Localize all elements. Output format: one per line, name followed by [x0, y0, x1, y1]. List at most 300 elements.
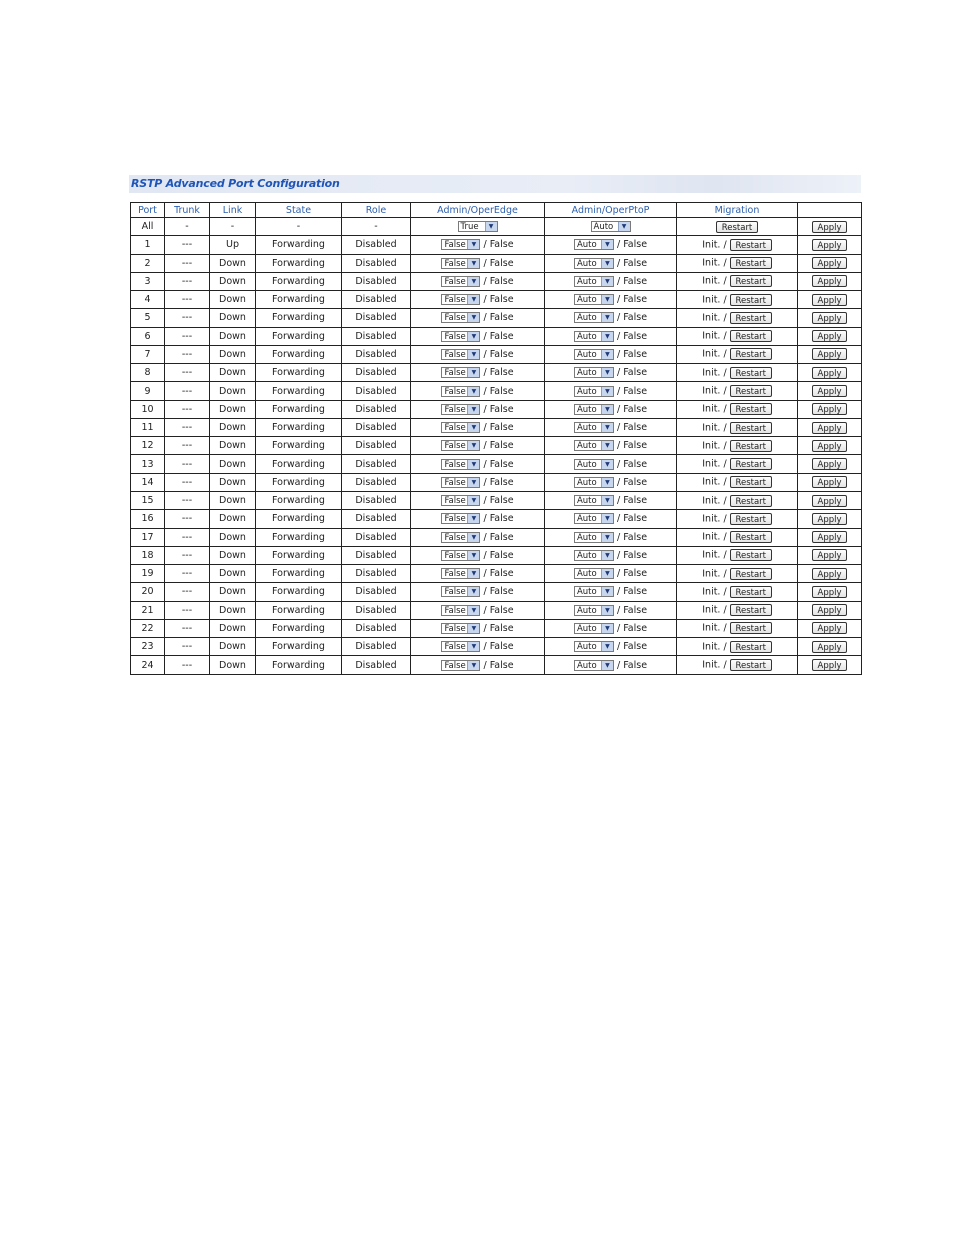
- apply-cell: [798, 382, 862, 400]
- restart-button[interactable]: Restart: [730, 348, 772, 360]
- port-link[interactable]: 23: [131, 638, 165, 656]
- migration-cell: [677, 491, 798, 509]
- port-link[interactable]: 13: [131, 455, 165, 473]
- port-link[interactable]: 9: [131, 382, 165, 400]
- restart-button[interactable]: Restart: [730, 367, 772, 379]
- migration-cell: [677, 565, 798, 583]
- chevron-down-icon: ▼: [485, 222, 497, 231]
- state-value: Forwarding: [256, 528, 342, 546]
- role-value: Disabled: [342, 272, 411, 290]
- all-edge-select[interactable]: [458, 221, 498, 232]
- separator: /: [723, 330, 727, 342]
- p2p-admin-value: Auto: [576, 605, 597, 616]
- restart-button[interactable]: Restart: [730, 330, 772, 342]
- link-status: Down: [210, 327, 256, 345]
- state-value: Forwarding: [256, 272, 342, 290]
- state-value: Forwarding: [256, 364, 342, 382]
- apply-button[interactable]: Apply: [812, 348, 847, 360]
- separator: /: [483, 403, 487, 415]
- apply-button[interactable]: Apply: [812, 275, 847, 287]
- migration-init-label: Init.: [702, 659, 721, 671]
- table-row: [131, 601, 862, 619]
- apply-button[interactable]: Apply: [812, 422, 847, 434]
- p2p-admin-value: Auto: [576, 459, 597, 470]
- table-row: [131, 418, 862, 436]
- restart-button[interactable]: Restart: [730, 257, 772, 269]
- edge-cell: [411, 291, 545, 309]
- all-ports-row: [131, 218, 862, 236]
- restart-button[interactable]: Restart: [730, 641, 772, 653]
- port-link[interactable]: 5: [131, 309, 165, 327]
- chevron-down-icon: ▼: [467, 478, 479, 487]
- separator: /: [723, 458, 727, 470]
- migration-init-label: Init.: [702, 403, 721, 415]
- chevron-down-icon: ▼: [601, 350, 613, 359]
- p2p-admin-select[interactable]: [574, 495, 614, 506]
- edge-cell: [411, 491, 545, 509]
- table-row: [131, 254, 862, 272]
- table-row: [131, 656, 862, 675]
- restart-button[interactable]: Restart: [730, 586, 772, 598]
- migration-init-label: Init.: [702, 367, 721, 379]
- edge-admin-select[interactable]: [441, 568, 480, 579]
- port-link[interactable]: 4: [131, 291, 165, 309]
- edge-admin-select[interactable]: [441, 495, 480, 506]
- separator: /: [723, 549, 727, 561]
- p2p-admin-select[interactable]: [574, 568, 614, 579]
- all-apply-button[interactable]: Apply: [812, 221, 847, 233]
- migration-init-label: Init.: [702, 312, 721, 324]
- edge-admin-value: False: [444, 496, 466, 507]
- p2p-admin-select[interactable]: [574, 660, 614, 671]
- link-status: Down: [210, 437, 256, 455]
- table-row: [131, 565, 862, 583]
- restart-button[interactable]: Restart: [730, 568, 772, 580]
- migration-cell: [677, 455, 798, 473]
- p2p-admin-select[interactable]: [574, 440, 614, 451]
- migration-init-label: Init.: [702, 257, 721, 269]
- restart-button[interactable]: Restart: [730, 275, 772, 287]
- chevron-down-icon: ▼: [601, 587, 613, 596]
- table-row: [131, 382, 862, 400]
- apply-button[interactable]: Apply: [812, 440, 847, 452]
- title-bar: [129, 175, 861, 193]
- p2p-admin-select[interactable]: [574, 532, 614, 543]
- p2p-admin-value: Auto: [576, 386, 597, 397]
- state-value: Forwarding: [256, 309, 342, 327]
- apply-cell: [798, 656, 862, 675]
- table-row: [131, 619, 862, 637]
- p2p-cell: [545, 364, 677, 382]
- p2p-admin-value: Auto: [576, 313, 597, 324]
- edge-oper-value: False: [489, 568, 514, 580]
- edge-admin-select[interactable]: [441, 404, 480, 415]
- separator: /: [723, 641, 727, 653]
- edge-oper-value: False: [489, 367, 514, 379]
- apply-button[interactable]: Apply: [812, 495, 847, 507]
- apply-button[interactable]: Apply: [812, 531, 847, 543]
- state-value: Forwarding: [256, 291, 342, 309]
- apply-cell: [798, 291, 862, 309]
- restart-button[interactable]: Restart: [730, 513, 772, 525]
- edge-admin-select[interactable]: [441, 294, 480, 305]
- link-status: Down: [210, 473, 256, 491]
- apply-button[interactable]: Apply: [812, 330, 847, 342]
- apply-button[interactable]: Apply: [812, 458, 847, 470]
- p2p-admin-select[interactable]: [574, 386, 614, 397]
- migration-cell: [677, 345, 798, 363]
- p2p-admin-select[interactable]: [574, 258, 614, 269]
- apply-button[interactable]: Apply: [812, 312, 847, 324]
- p2p-cell: [545, 528, 677, 546]
- chevron-down-icon: ▼: [601, 460, 613, 469]
- port-link[interactable]: 15: [131, 491, 165, 509]
- p2p-admin-select[interactable]: [574, 459, 614, 470]
- chevron-down-icon: ▼: [601, 295, 613, 304]
- port-link[interactable]: 24: [131, 656, 165, 675]
- separator: /: [483, 294, 487, 306]
- table-row: [131, 236, 862, 254]
- separator: /: [723, 257, 727, 269]
- separator: /: [616, 476, 621, 488]
- restart-button[interactable]: Restart: [730, 312, 772, 324]
- chevron-down-icon: ▼: [467, 533, 479, 542]
- p2p-admin-value: Auto: [576, 587, 597, 598]
- separator: /: [483, 513, 487, 525]
- link-status: Down: [210, 491, 256, 509]
- restart-button[interactable]: Restart: [730, 403, 772, 415]
- p2p-admin-select[interactable]: [574, 276, 614, 287]
- role-value: Disabled: [342, 345, 411, 363]
- trunk-value: ---: [165, 638, 210, 656]
- migration-cell: [677, 254, 798, 272]
- apply-button[interactable]: Apply: [812, 513, 847, 525]
- p2p-cell: [545, 601, 677, 619]
- p2p-admin-select[interactable]: [574, 239, 614, 250]
- apply-button[interactable]: Apply: [812, 476, 847, 488]
- restart-button[interactable]: Restart: [730, 531, 772, 543]
- apply-cell: [798, 418, 862, 436]
- state-value: Forwarding: [256, 619, 342, 637]
- edge-admin-select[interactable]: [441, 440, 480, 451]
- port-link[interactable]: 1: [131, 236, 165, 254]
- restart-button[interactable]: Restart: [730, 239, 772, 251]
- separator: /: [723, 239, 727, 251]
- edge-admin-select[interactable]: [441, 386, 480, 397]
- p2p-admin-value: Auto: [576, 404, 597, 415]
- p2p-admin-value: Auto: [576, 496, 597, 507]
- port-link[interactable]: 17: [131, 528, 165, 546]
- edge-admin-value: False: [444, 623, 466, 634]
- all-link: -: [210, 218, 256, 236]
- p2p-admin-select[interactable]: [574, 477, 614, 488]
- apply-cell: [798, 473, 862, 491]
- edge-oper-value: False: [489, 622, 514, 634]
- chevron-down-icon: ▼: [467, 259, 479, 268]
- port-link[interactable]: 10: [131, 400, 165, 418]
- role-value: Disabled: [342, 254, 411, 272]
- port-link[interactable]: 16: [131, 510, 165, 528]
- state-value: Forwarding: [256, 565, 342, 583]
- port-link[interactable]: 6: [131, 327, 165, 345]
- p2p-admin-select[interactable]: [574, 586, 614, 597]
- migration-cell: [677, 400, 798, 418]
- apply-button[interactable]: Apply: [812, 622, 847, 634]
- edge-admin-select[interactable]: [441, 367, 480, 378]
- p2p-admin-select[interactable]: [574, 404, 614, 415]
- chevron-down-icon: ▼: [467, 350, 479, 359]
- restart-button[interactable]: Restart: [730, 495, 772, 507]
- apply-button[interactable]: Apply: [812, 239, 847, 251]
- port-link[interactable]: 20: [131, 583, 165, 601]
- trunk-value: ---: [165, 455, 210, 473]
- port-link[interactable]: 2: [131, 254, 165, 272]
- link-status: Down: [210, 601, 256, 619]
- restart-button[interactable]: Restart: [730, 622, 772, 634]
- migration-cell: [677, 656, 798, 675]
- separator: /: [616, 330, 621, 342]
- restart-button[interactable]: Restart: [730, 549, 772, 561]
- p2p-cell: [545, 619, 677, 637]
- chevron-down-icon: ▼: [467, 405, 479, 414]
- trunk-value: ---: [165, 528, 210, 546]
- state-value: Forwarding: [256, 491, 342, 509]
- trunk-value: ---: [165, 327, 210, 345]
- edge-admin-value: False: [444, 240, 466, 251]
- port-link[interactable]: 8: [131, 364, 165, 382]
- p2p-admin-value: Auto: [576, 276, 597, 287]
- restart-button[interactable]: Restart: [730, 294, 772, 306]
- migration-init-label: Init.: [702, 385, 721, 397]
- migration-init-label: Init.: [702, 348, 721, 360]
- port-link[interactable]: 21: [131, 601, 165, 619]
- p2p-cell: [545, 656, 677, 675]
- migration-cell: [677, 272, 798, 290]
- edge-cell: [411, 254, 545, 272]
- separator: /: [483, 385, 487, 397]
- p2p-oper-value: False: [623, 458, 648, 470]
- migration-init-label: Init.: [702, 458, 721, 470]
- edge-admin-select[interactable]: [441, 349, 480, 360]
- p2p-admin-select[interactable]: [574, 550, 614, 561]
- migration-init-label: Init.: [702, 622, 721, 634]
- port-link[interactable]: 18: [131, 546, 165, 564]
- state-value: Forwarding: [256, 601, 342, 619]
- migration-cell: [677, 473, 798, 491]
- table-row: [131, 364, 862, 382]
- p2p-admin-select[interactable]: [574, 513, 614, 524]
- link-status: Down: [210, 619, 256, 637]
- migration-cell: [677, 437, 798, 455]
- edge-admin-select[interactable]: [441, 586, 480, 597]
- apply-button[interactable]: Apply: [812, 403, 847, 415]
- role-value: Disabled: [342, 546, 411, 564]
- p2p-admin-select[interactable]: [574, 605, 614, 616]
- p2p-admin-select[interactable]: [574, 349, 614, 360]
- trunk-value: ---: [165, 400, 210, 418]
- trunk-value: ---: [165, 364, 210, 382]
- restart-button[interactable]: Restart: [730, 385, 772, 397]
- chevron-down-icon: ▼: [467, 551, 479, 560]
- p2p-oper-value: False: [623, 604, 648, 616]
- restart-button[interactable]: Restart: [730, 659, 772, 671]
- edge-admin-select[interactable]: [441, 513, 480, 524]
- edge-admin-value: False: [444, 258, 466, 269]
- migration-init-label: Init.: [702, 330, 721, 342]
- p2p-admin-select[interactable]: [574, 623, 614, 634]
- port-link[interactable]: 7: [131, 345, 165, 363]
- separator: /: [483, 275, 487, 287]
- edge-admin-value: False: [444, 313, 466, 324]
- edge-admin-select[interactable]: [441, 660, 480, 671]
- chevron-down-icon: ▼: [601, 478, 613, 487]
- link-status: Down: [210, 364, 256, 382]
- trunk-value: ---: [165, 309, 210, 327]
- edge-admin-select[interactable]: [441, 258, 480, 269]
- chevron-down-icon: ▼: [467, 514, 479, 523]
- role-value: Disabled: [342, 510, 411, 528]
- separator: /: [616, 495, 621, 507]
- p2p-admin-select[interactable]: [574, 294, 614, 305]
- separator: /: [483, 440, 487, 452]
- p2p-admin-select[interactable]: [574, 312, 614, 323]
- state-value: Forwarding: [256, 473, 342, 491]
- edge-admin-select[interactable]: [441, 550, 480, 561]
- state-value: Forwarding: [256, 656, 342, 675]
- all-port-link[interactable]: All: [131, 218, 165, 236]
- separator: /: [723, 348, 727, 360]
- p2p-oper-value: False: [623, 348, 648, 360]
- edge-admin-select[interactable]: [441, 641, 480, 652]
- edge-admin-value: False: [444, 642, 466, 653]
- edge-oper-value: False: [489, 312, 514, 324]
- p2p-admin-select[interactable]: [574, 422, 614, 433]
- port-link[interactable]: 3: [131, 272, 165, 290]
- apply-button[interactable]: Apply: [812, 257, 847, 269]
- edge-admin-select[interactable]: [441, 477, 480, 488]
- apply-button[interactable]: Apply: [812, 659, 847, 671]
- apply-button[interactable]: Apply: [812, 604, 847, 616]
- edge-cell: [411, 345, 545, 363]
- separator: /: [723, 586, 727, 598]
- port-link[interactable]: 19: [131, 565, 165, 583]
- p2p-oper-value: False: [623, 531, 648, 543]
- chevron-down-icon: ▼: [601, 642, 613, 651]
- edge-admin-select[interactable]: [441, 422, 480, 433]
- port-link[interactable]: 11: [131, 418, 165, 436]
- apply-button[interactable]: Apply: [812, 568, 847, 580]
- separator: /: [483, 641, 487, 653]
- link-status: Down: [210, 638, 256, 656]
- chevron-down-icon: ▼: [467, 661, 479, 670]
- port-link[interactable]: 12: [131, 437, 165, 455]
- separator: /: [483, 239, 487, 251]
- chevron-down-icon: ▼: [601, 405, 613, 414]
- migration-init-label: Init.: [702, 294, 721, 306]
- restart-button[interactable]: Restart: [730, 440, 772, 452]
- apply-button[interactable]: Apply: [812, 549, 847, 561]
- separator: /: [483, 257, 487, 269]
- edge-admin-select[interactable]: [441, 239, 480, 250]
- separator: /: [616, 239, 621, 251]
- col-header-action: [798, 203, 862, 218]
- separator: /: [723, 604, 727, 616]
- apply-button[interactable]: Apply: [812, 385, 847, 397]
- chevron-down-icon: ▼: [467, 313, 479, 322]
- col-header-state: State: [256, 203, 342, 218]
- edge-oper-value: False: [489, 531, 514, 543]
- p2p-admin-value: Auto: [576, 569, 597, 580]
- migration-cell: [677, 638, 798, 656]
- p2p-oper-value: False: [623, 367, 648, 379]
- separator: /: [616, 604, 621, 616]
- role-value: Disabled: [342, 400, 411, 418]
- p2p-admin-select[interactable]: [574, 641, 614, 652]
- apply-button[interactable]: Apply: [812, 294, 847, 306]
- port-link[interactable]: 14: [131, 473, 165, 491]
- state-value: Forwarding: [256, 254, 342, 272]
- apply-cell: [798, 236, 862, 254]
- trunk-value: ---: [165, 437, 210, 455]
- trunk-value: ---: [165, 583, 210, 601]
- all-p2p-select[interactable]: [591, 221, 631, 232]
- edge-admin-select[interactable]: [441, 331, 480, 342]
- edge-admin-select[interactable]: [441, 532, 480, 543]
- port-config-table: [130, 202, 862, 675]
- edge-oper-value: False: [489, 476, 514, 488]
- restart-button[interactable]: Restart: [730, 458, 772, 470]
- separator: /: [483, 604, 487, 616]
- migration-cell: [677, 418, 798, 436]
- edge-admin-select[interactable]: [441, 605, 480, 616]
- trunk-value: ---: [165, 272, 210, 290]
- p2p-cell: [545, 638, 677, 656]
- link-status: Down: [210, 309, 256, 327]
- p2p-admin-select[interactable]: [574, 331, 614, 342]
- edge-cell: [411, 400, 545, 418]
- p2p-oper-value: False: [623, 513, 648, 525]
- chevron-down-icon: ▼: [467, 496, 479, 505]
- p2p-cell: [545, 291, 677, 309]
- edge-oper-value: False: [489, 586, 514, 598]
- apply-button[interactable]: Apply: [812, 367, 847, 379]
- edge-admin-select[interactable]: [441, 459, 480, 470]
- p2p-oper-value: False: [623, 586, 648, 598]
- chevron-down-icon: ▼: [601, 569, 613, 578]
- edge-admin-select[interactable]: [441, 312, 480, 323]
- migration-cell: [677, 510, 798, 528]
- p2p-admin-select[interactable]: [574, 367, 614, 378]
- restart-button[interactable]: Restart: [730, 476, 772, 488]
- link-status: Down: [210, 455, 256, 473]
- apply-button[interactable]: Apply: [812, 641, 847, 653]
- migration-init-label: Init.: [702, 422, 721, 434]
- restart-button[interactable]: Restart: [730, 422, 772, 434]
- chevron-down-icon: ▼: [467, 240, 479, 249]
- apply-button[interactable]: Apply: [812, 586, 847, 598]
- restart-button[interactable]: Restart: [730, 604, 772, 616]
- edge-admin-select[interactable]: [441, 276, 480, 287]
- port-link[interactable]: 22: [131, 619, 165, 637]
- all-restart-button[interactable]: Restart: [716, 221, 758, 233]
- separator: /: [723, 422, 727, 434]
- state-value: Forwarding: [256, 638, 342, 656]
- apply-cell: [798, 327, 862, 345]
- chevron-down-icon: ▼: [601, 259, 613, 268]
- p2p-oper-value: False: [623, 641, 648, 653]
- col-header-p2p: Admin/OperPtoP: [545, 203, 677, 218]
- edge-admin-select[interactable]: [441, 623, 480, 634]
